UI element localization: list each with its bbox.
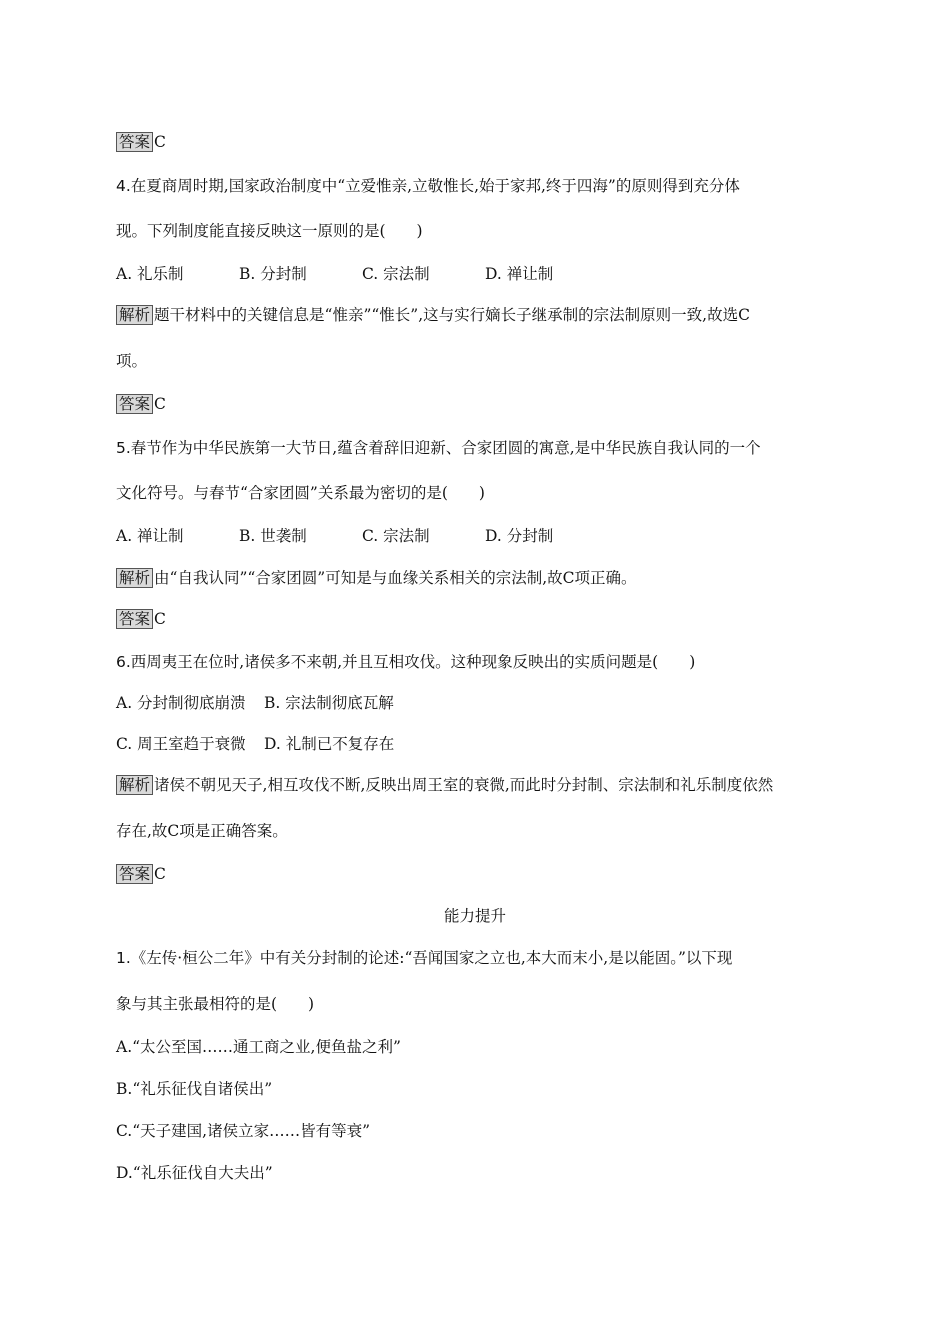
answer-value: C bbox=[154, 610, 166, 628]
option-a: A. 禅让制 bbox=[116, 527, 184, 545]
option-c: C. 宗法制 bbox=[362, 265, 430, 283]
option-c: C.“天子建国,诸侯立家……皆有等衰” bbox=[116, 1122, 371, 1140]
question-4-line-2: 现。下列制度能直接反映这一原则的是( ) bbox=[116, 222, 423, 240]
option-c: C. 周王室趋于衰微 bbox=[116, 735, 246, 753]
question-5-line-1 bbox=[116, 437, 840, 459]
question-number: 1. bbox=[116, 949, 131, 967]
question-4-options bbox=[116, 263, 840, 285]
analysis-text: 题干材料中的关键信息是“惟亲”“惟长”,这与实行嫡长子继承制的宗法制原则一致,故选C bbox=[154, 306, 750, 324]
answer-value: C bbox=[154, 865, 166, 883]
option-d: D. 禅让制 bbox=[485, 265, 554, 283]
analysis-row bbox=[116, 304, 840, 326]
question-4-line-1 bbox=[116, 175, 840, 197]
analysis-tag: 解析 bbox=[116, 305, 153, 325]
question-text: 《左传·桓公二年》中有关分封制的论述:“吾闻国家之立也,本大而末小,是以能固。”以下现 bbox=[130, 949, 733, 967]
question-5-options bbox=[116, 525, 840, 547]
option-b: B. 世袭制 bbox=[239, 527, 307, 545]
analysis-continuation: 项。 bbox=[116, 352, 148, 370]
option-d: D. 分封制 bbox=[485, 527, 554, 545]
answer-row bbox=[116, 131, 840, 153]
question-number: 5. bbox=[116, 439, 131, 457]
answer-tag: 答案 bbox=[116, 609, 153, 629]
option-a: A. 分封制彻底崩溃 bbox=[116, 694, 246, 712]
answer-row bbox=[116, 393, 840, 415]
option-d: D.“礼乐征伐自大夫出” bbox=[116, 1164, 273, 1182]
option-b: B.“礼乐征伐自诸侯出” bbox=[116, 1080, 273, 1098]
analysis-tag: 解析 bbox=[116, 568, 153, 588]
analysis-row bbox=[116, 567, 840, 589]
answer-row bbox=[116, 608, 840, 630]
question-5-line-2: 文化符号。与春节“合家团圆”关系最为密切的是( ) bbox=[116, 484, 485, 502]
answer-row bbox=[116, 863, 840, 885]
option-b: B. 宗法制彻底瓦解 bbox=[264, 694, 394, 712]
answer-tag: 答案 bbox=[116, 394, 153, 414]
question-text: 春节作为中华民族第一大节日,蕴含着辞旧迎新、合家团圆的寓意,是中华民族自我认同的一个 bbox=[130, 439, 761, 457]
question-number: 4. bbox=[116, 177, 131, 195]
option-a: A. 礼乐制 bbox=[116, 265, 184, 283]
analysis-continuation: 存在,故C项是正确答案。 bbox=[116, 822, 288, 840]
analysis-row bbox=[116, 774, 840, 796]
analysis-text: 由“自我认同”“合家团圆”可知是与血缘关系相关的宗法制,故C项正确。 bbox=[154, 569, 637, 587]
analysis-tag: 解析 bbox=[116, 775, 153, 795]
option-a: A.“太公至国……通工商之业,便鱼盐之利” bbox=[116, 1038, 401, 1056]
section-title: 能力提升 bbox=[443, 907, 506, 925]
question-text: 西周夷王在位时,诸侯多不来朝,并且互相攻伐。这种现象反映出的实质问题是( ) bbox=[130, 653, 696, 671]
answer-value: C bbox=[154, 395, 166, 413]
question-6-options-row-1 bbox=[116, 692, 840, 714]
answer-tag: 答案 bbox=[116, 132, 153, 152]
ability-question-1-line-1 bbox=[116, 947, 840, 969]
answer-tag: 答案 bbox=[116, 864, 153, 884]
question-number: 6. bbox=[116, 653, 131, 671]
analysis-text: 诸侯不朝见天子,相互攻伐不断,反映出周王室的衰微,而此时分封制、宗法制和礼乐制度依然 bbox=[154, 776, 774, 794]
question-text: 在夏商周时期,国家政治制度中“立爱惟亲,立敬惟长,始于家邦,终于四海”的原则得到充分体 bbox=[130, 177, 740, 195]
option-b: B. 分封制 bbox=[239, 265, 307, 283]
answer-value: C bbox=[154, 133, 166, 151]
ability-question-1-line-2: 象与其主张最相符的是( ) bbox=[116, 995, 315, 1013]
question-6-options-row-2 bbox=[116, 733, 840, 755]
option-c: C. 宗法制 bbox=[362, 527, 430, 545]
question-6-line-1 bbox=[116, 651, 840, 673]
option-d: D. 礼制已不复存在 bbox=[264, 735, 395, 753]
